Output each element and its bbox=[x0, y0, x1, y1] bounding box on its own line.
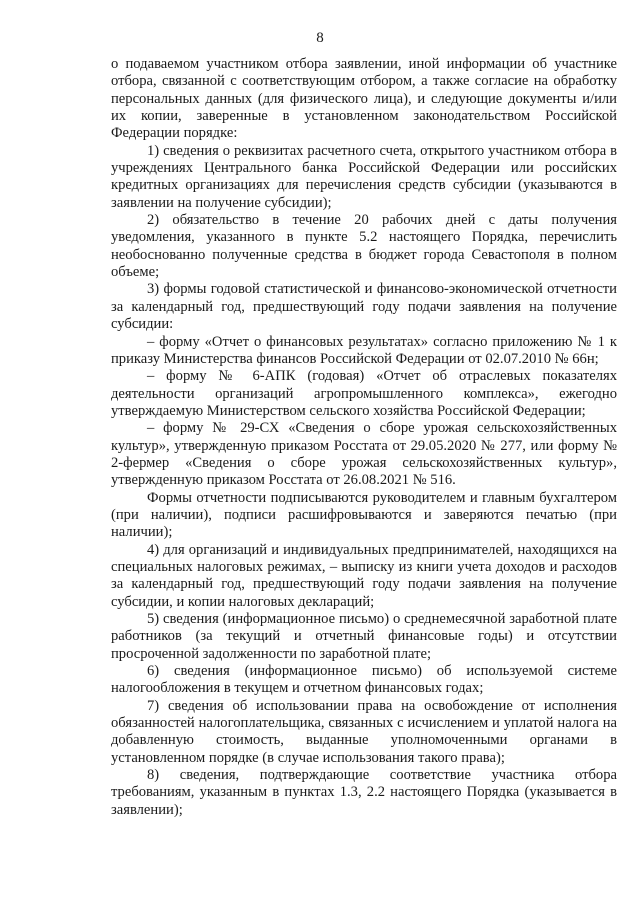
paragraph-item-6: 6) сведения (информационное письмо) об используемой системе налогообложения в текущем и отчетном финансовых годах; bbox=[111, 663, 617, 697]
paragraph-form-6-apk: – форму № 6-АПК (годовая) «Отчет об отраслевых показателях деятельности организаций агропромышленного комплекса», ежегодно утверждаемую Министерством сельского хозяйства Российской Федерации; bbox=[111, 368, 617, 419]
paragraph-form-29-sh: – форму № 29-СХ «Сведения о сборе урожая сельскохозяйственных культур», утвержденную приказом Росстата от 29.05.2020 № 277, или форму № 2-фермер «Сведения о сборе урожая сельскохозяйственных культур», утвержденную приказом Росстата от 26.08.2021 № 516. bbox=[111, 420, 617, 489]
paragraph-item-3: 3) формы годовой статистической и финансово-экономической отчетности за календарный год, предшествующий году подачи заявления на получение субсидии: bbox=[111, 281, 617, 333]
paragraph-item-1: 1) сведения о реквизитах расчетного счета, открытого участником отбора в учреждениях Центрального банка Российской Федерации или российских кредитных организациях для перечисления средств субсидии (указываются в заявлении на получение субсидии); bbox=[111, 142, 617, 211]
paragraph-item-4: 4) для организаций и индивидуальных предпринимателей, находящихся на специальных налоговых режимах, – выписку из книги учета доходов и расходов за календарный год, предшествующий году подачи заявления на получение субсидии, и копии налоговых деклараций; bbox=[111, 541, 617, 610]
paragraph-item-7: 7) сведения об использовании права на освобождение от исполнения обязанностей налогоплательщика, связанных с исчислением и уплатой налога на добавленную стоимость, выданные уполномоченными органами в установленном порядке (в случае использования такого права); bbox=[111, 697, 617, 766]
paragraph-item-8: 8) сведения, подтверждающие соответствие участника отбора требованиям, указанным в пунктах 1.3, 2.2 настоящего Порядка (указывается в заявлении); bbox=[111, 767, 617, 818]
document-body bbox=[111, 56, 617, 819]
page-number: 8 bbox=[316, 30, 324, 46]
paragraph-signatures-note: Формы отчетности подписываются руководителем и главным бухгалтером (при наличии), подписи расшифровываются и заверяются печатью (при наличии); bbox=[111, 489, 617, 541]
paragraph-form-financial-results: – форму «Отчет о финансовых результатах» согласно приложению № 1 к приказу Министерства финансов Российской Федерации от 02.07.2010 № 66н; bbox=[111, 333, 617, 367]
paragraph-intro: о подаваемом участником отбора заявлении, иной информации об участнике отбора, связанной с соответствующим отбором, а также согласие на обработку персональных данных (для физического лица), и следующие документы и/или их копии, заверенные в установленном законодательством Российской Федерации порядке: bbox=[111, 56, 617, 142]
paragraph-item-2: 2) обязательство в течение 20 рабочих дней с даты получения уведомления, указанного в пункте 5.2 настоящего Порядка, перечислить необоснованно полученные средства в бюджет города Севастополя в полном объеме; bbox=[111, 212, 617, 281]
paragraph-item-5: 5) сведения (информационное письмо) о среднемесячной заработной плате работников (за текущий и отчетный финансовые годы) и отсутствии просроченной задолженности по заработной плате; bbox=[111, 611, 617, 662]
